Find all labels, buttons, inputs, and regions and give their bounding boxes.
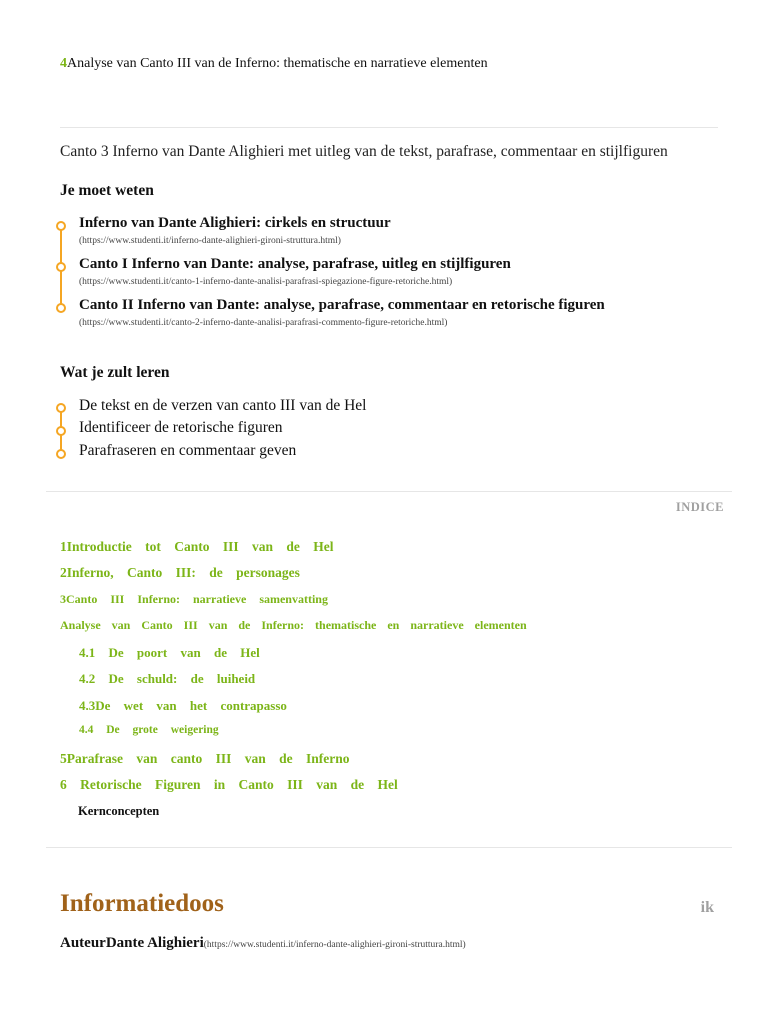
article-subtitle: Canto 3 Inferno van Dante Alighieri met uitleg van de tekst, parafrase, commentaar en stijlfiguren xyxy=(60,143,668,160)
must-know-url-2[interactable]: (https://www.studenti.it/canto-1-inferno-dante-analisi-parafrasi-spiegazione-figure-retoriche.html) xyxy=(79,277,453,287)
must-know-url-3[interactable]: (https://www.studenti.it/canto-2-inferno-dante-analisi-parafrasi-commento-figure-retoriche.html) xyxy=(79,318,448,328)
will-learn-item-3: Parafraseren en commentaar geven xyxy=(79,442,297,459)
toc-item-6[interactable]: 6 Retorische Figuren in Canto III van de Hel xyxy=(60,777,398,792)
timeline-dot xyxy=(56,262,66,272)
will-learn-timeline xyxy=(56,397,756,459)
must-know-link-1[interactable]: Inferno van Dante Alighieri: cirkels en structuur xyxy=(79,215,391,231)
timeline-dot xyxy=(56,221,66,231)
toc-item-3[interactable]: 3Canto III Inferno: narratieve samenvatting xyxy=(60,592,328,606)
toc-item-4-1[interactable]: 4.1 De poort van de Hel xyxy=(79,645,260,660)
divider xyxy=(46,847,732,848)
toc-item-5[interactable]: 5Parafrase van canto III van de Inferno xyxy=(60,751,350,766)
toc-item-4-3[interactable]: 4.3De wet van het contrapasso xyxy=(79,698,287,713)
must-know-url-1[interactable]: (https://www.studenti.it/inferno-dante-alighieri-gironi-struttura.html) xyxy=(79,236,341,246)
must-know-heading: Je moet weten xyxy=(60,182,154,199)
toc-item-4-4[interactable]: 4.4 De grote weigering xyxy=(79,724,219,736)
timeline-dot xyxy=(56,403,66,413)
section-title: Analyse van Canto III van de Inferno: thematische en narratieve elementen xyxy=(67,56,488,71)
must-know-link-2[interactable]: Canto I Inferno van Dante: analyse, parafrase, uitleg en stijlfiguren xyxy=(79,256,511,272)
will-learn-heading: Wat je zult leren xyxy=(60,364,170,381)
divider xyxy=(46,491,732,492)
timeline-dot xyxy=(56,449,66,459)
toc-link-analyse[interactable] xyxy=(60,56,488,72)
toc-item-4-2[interactable]: 4.2 De schuld: de luiheid xyxy=(79,671,256,686)
must-know-link-3[interactable]: Canto II Inferno van Dante: analyse, parafrase, commentaar en retorische figuren xyxy=(79,297,605,313)
index-label: INDICE xyxy=(675,500,724,514)
infobox-side-label: ik xyxy=(700,899,714,916)
infobox-title: Informatiedoos xyxy=(60,890,224,917)
will-learn-item-2: Identificeer de retorische figuren xyxy=(79,419,283,436)
toc-item-4[interactable]: Analyse van Canto III van de Inferno: thematische en narratieve elementen xyxy=(60,618,527,632)
author-link[interactable]: Dante Alighieri xyxy=(105,935,204,951)
author-url[interactable]: (https://www.studenti.it/inferno-dante-alighieri-gironi-struttura.html) xyxy=(203,940,466,950)
timeline-dot xyxy=(56,426,66,436)
will-learn-item-1: De tekst en de verzen van canto III van de Hel xyxy=(79,397,367,414)
toc-item-2[interactable]: 2Inferno, Canto III: de personages xyxy=(60,565,300,580)
toc-item-kernconcepten[interactable]: Kernconcepten xyxy=(78,804,160,818)
author-label: Auteur xyxy=(60,935,106,951)
must-know-timeline xyxy=(56,215,756,328)
timeline-dot xyxy=(56,303,66,313)
divider xyxy=(60,127,718,128)
toc-item-1[interactable]: 1Introductie tot Canto III van de Hel xyxy=(60,539,334,554)
infobox-author xyxy=(60,935,466,952)
section-number: 4 xyxy=(60,56,67,71)
